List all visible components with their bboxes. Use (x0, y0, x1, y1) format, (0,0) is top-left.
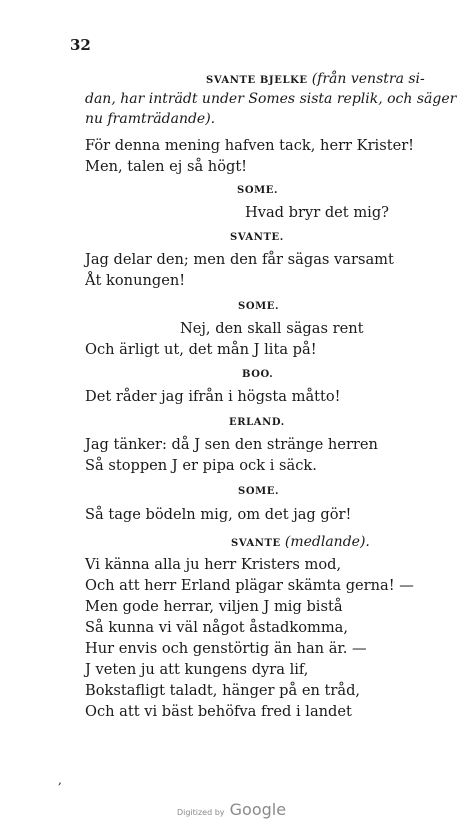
speaker-name: SOME. (238, 486, 280, 497)
verse-line: Det råder jag ifrån i högsta måtto! (85, 388, 341, 405)
verse-line: Och att herr Erland plägar skämta gerna! — (85, 577, 414, 594)
verse-line: Så kunna vi väl något åstadkomma, (85, 619, 348, 636)
speaker-name: SOME. (237, 185, 279, 196)
stage-direction-header (206, 71, 425, 87)
speaker-name: SVANTE (231, 538, 281, 549)
verse-line: J veten ju att kungens dyra lif, (85, 661, 309, 678)
verse-line: Hur envis och genstörtig än han är. — (85, 640, 367, 657)
verse-line: Hvad bryr det mig? (245, 204, 389, 221)
verse-line: Jag delar den; men den får sägas varsamt (85, 251, 394, 268)
speaker-name: SVANTE. (230, 232, 284, 243)
verse-line: Jag tänker: då J sen den stränge herren (85, 436, 378, 453)
stage-direction-line1: (från venstra si- (311, 71, 425, 87)
verse-line: Åt konungen! (85, 272, 186, 289)
digitized-by-text: Digitized by (176, 808, 225, 817)
speaker-name: ERLAND. (229, 417, 285, 428)
verse-line: Vi känna alla ju herr Kristers mod, (85, 556, 342, 573)
verse-line: Så tage bödeln mig, om det jag gör! (85, 506, 352, 523)
verse-line: Men, talen ej så högt! (85, 158, 248, 175)
stage-direction: (medlande). (284, 534, 370, 550)
verse-line: Men gode herrar, viljen J mig bistå (85, 598, 343, 615)
verse-line: Nej, den skall sägas rent (180, 320, 364, 337)
ink-speck: , (58, 773, 62, 787)
stage-direction-line3: nu framträdande). (85, 111, 216, 127)
verse-line: Och ärligt ut, det mån J lita på! (85, 341, 317, 358)
verse-line: Så stoppen J er pipa ock i säck. (85, 457, 317, 474)
google-logo-text: Google (229, 800, 287, 819)
verse-line: För denna mening hafven tack, herr Krister! (85, 137, 415, 154)
speaker-with-direction (231, 534, 370, 550)
page-number: 32 (70, 36, 91, 54)
stage-direction-line2: dan, har inträdt under Somes sista replik, och säger (85, 91, 457, 107)
speaker-name: SOME. (238, 301, 280, 312)
verse-line: Bokstafligt taladt, hänger på en tråd, (85, 682, 361, 699)
speaker-svante-bjelke: SVANTE BJELKE (206, 75, 308, 86)
verse-line: Och att vi bäst behöfva fred i landet (85, 703, 352, 720)
digitization-watermark (0, 800, 463, 819)
speaker-name: BOO. (242, 369, 274, 380)
